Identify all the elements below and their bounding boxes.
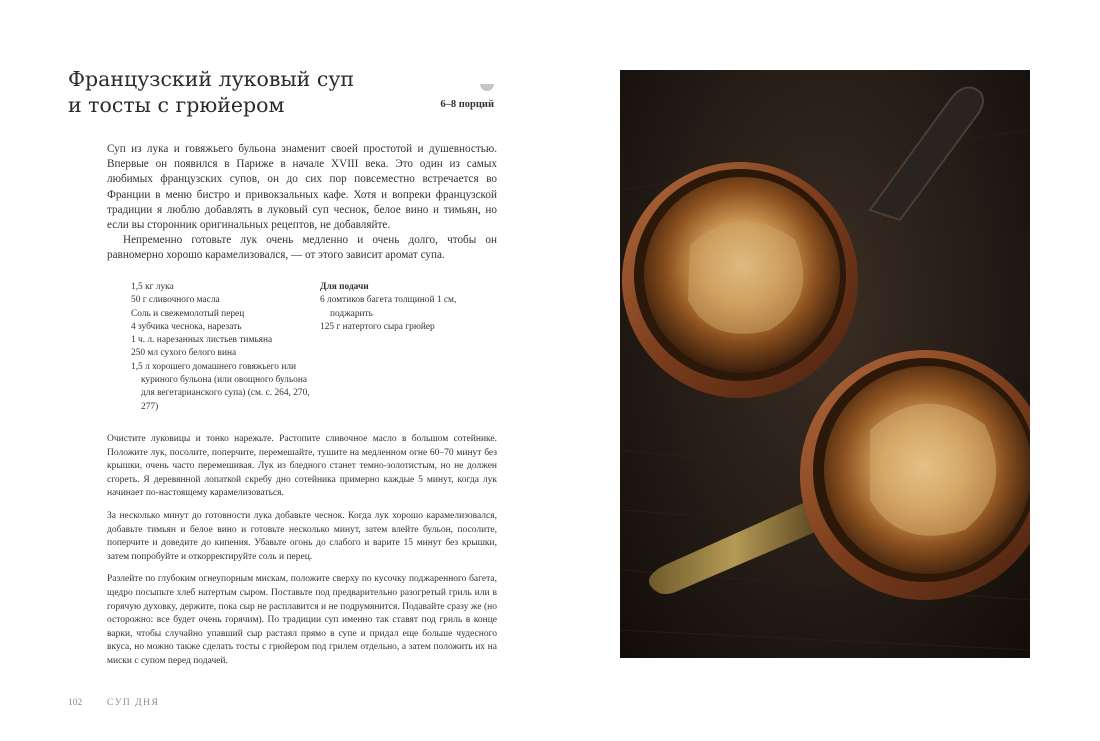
serving-item: 125 г натертого сыра грюйер (320, 321, 435, 332)
intro-paragraph-2: Непременно готовьте лук очень медленно и очень долго, чтобы он равномерно хорошо карамелизовался, — от этого зависит аромат супа. (107, 234, 497, 262)
ingredient-item: Соль и свежемолотый перец (131, 308, 245, 319)
recipe-title (68, 66, 388, 118)
ingredient-item: 1,5 кг лука (131, 282, 174, 292)
method-paragraph: За несколько минут до готовности лука добавьте чеснок. Когда лук хорошо карамелизовался, добавьте тимьян и белое вино и готовьте несколько минут, затем влейте бульон, посолите, поперчите и доведите до кипения. Убавьте огонь до слабого и варите 15 минут без крышки, затем попробуйте и откорректируйте соль и перец. (107, 510, 497, 562)
servings-label: 6–8 порций (440, 99, 494, 110)
serving-heading: Для подачи (320, 282, 369, 292)
recipe-title-line-1: Французский луковый суп (68, 67, 355, 91)
ingredients-list (131, 281, 311, 414)
intro-paragraph-1: Суп из лука и говяжьего бульона знаменит своей простотой и душевностью. Впервые он появился в Париже в начале XVIII века. Это один из самых любимых французских супов, он до сих пор повсеместно встречается во Франции в меню бистро и привокзальных кафе. Хотя и вопреки французской традиции я люблю добавлять в луковый суп чеснок, белое вино и тимьян, но если вы сторонник оригинальных рецептов, не добавляйте. (107, 143, 497, 232)
method-text (107, 433, 497, 678)
soup-photo-illustration (620, 70, 1030, 658)
page-number: 102 (68, 698, 83, 708)
serving-ingredients (320, 281, 495, 334)
method-paragraph: Очистите луковицы и тонко нарежьте. Растопите сливочное масло в большом сотейнике. Положите лук, посолите, поперчите, перемешайте, тушите на медленном огне 60–70 минут без крышки, очень часто перемешивая. Лук из бледного станет темно-золотистым, но не должен сгореть. Я деревянной лопаткой скребу дно сотейника примерно каждые 5 минут, когда лук начинает по-настоящему карамелизоваться. (107, 434, 497, 499)
ingredient-item: 4 зубчика чеснока, нарезать (131, 321, 242, 332)
soup-photo (620, 70, 1030, 658)
section-marker-icon (480, 84, 494, 91)
ingredient-item: 50 г сливочного масла (131, 295, 220, 306)
ingredient-item: 250 мл сухого белого вина (131, 348, 237, 359)
method-paragraph: Разлейте по глубоким огнеупорным мискам, положите сверху по кусочку поджаренного багета, щедро посыпьте хлеб натертым сыром. Поставьте под предварительно разогретый гриль или в горячую духовку, держите, пока сыр не расплавится и не подрумянится. Подавайте сразу же (но осторожно: все будет очень горячим). По традиции суп именно так ставят под гриль в конце варки, чтобы случайно упавший сыр растаял прямо в супе и придал еще больше чудесного вкуса, но можно также сделать тосты с грюйером под грилем отдельно, а затем положить их на миски с супом перед подачей. (107, 574, 497, 666)
ingredient-item: 1,5 л хорошего домашнего говяжьего или куриного бульона (или овощного бульона для вегетарианского супа) (см. с. 264, 270, 277) (131, 361, 310, 412)
ingredient-item: 1 ч. л. нарезанных листьев тимьяна (131, 335, 273, 346)
recipe-title-line-2: и тосты с грюйером (68, 93, 285, 117)
section-name: СУП ДНЯ (107, 698, 160, 708)
serving-item: 6 ломтиков багета толщиной 1 см, поджарить (320, 295, 457, 319)
intro-text (107, 142, 497, 264)
